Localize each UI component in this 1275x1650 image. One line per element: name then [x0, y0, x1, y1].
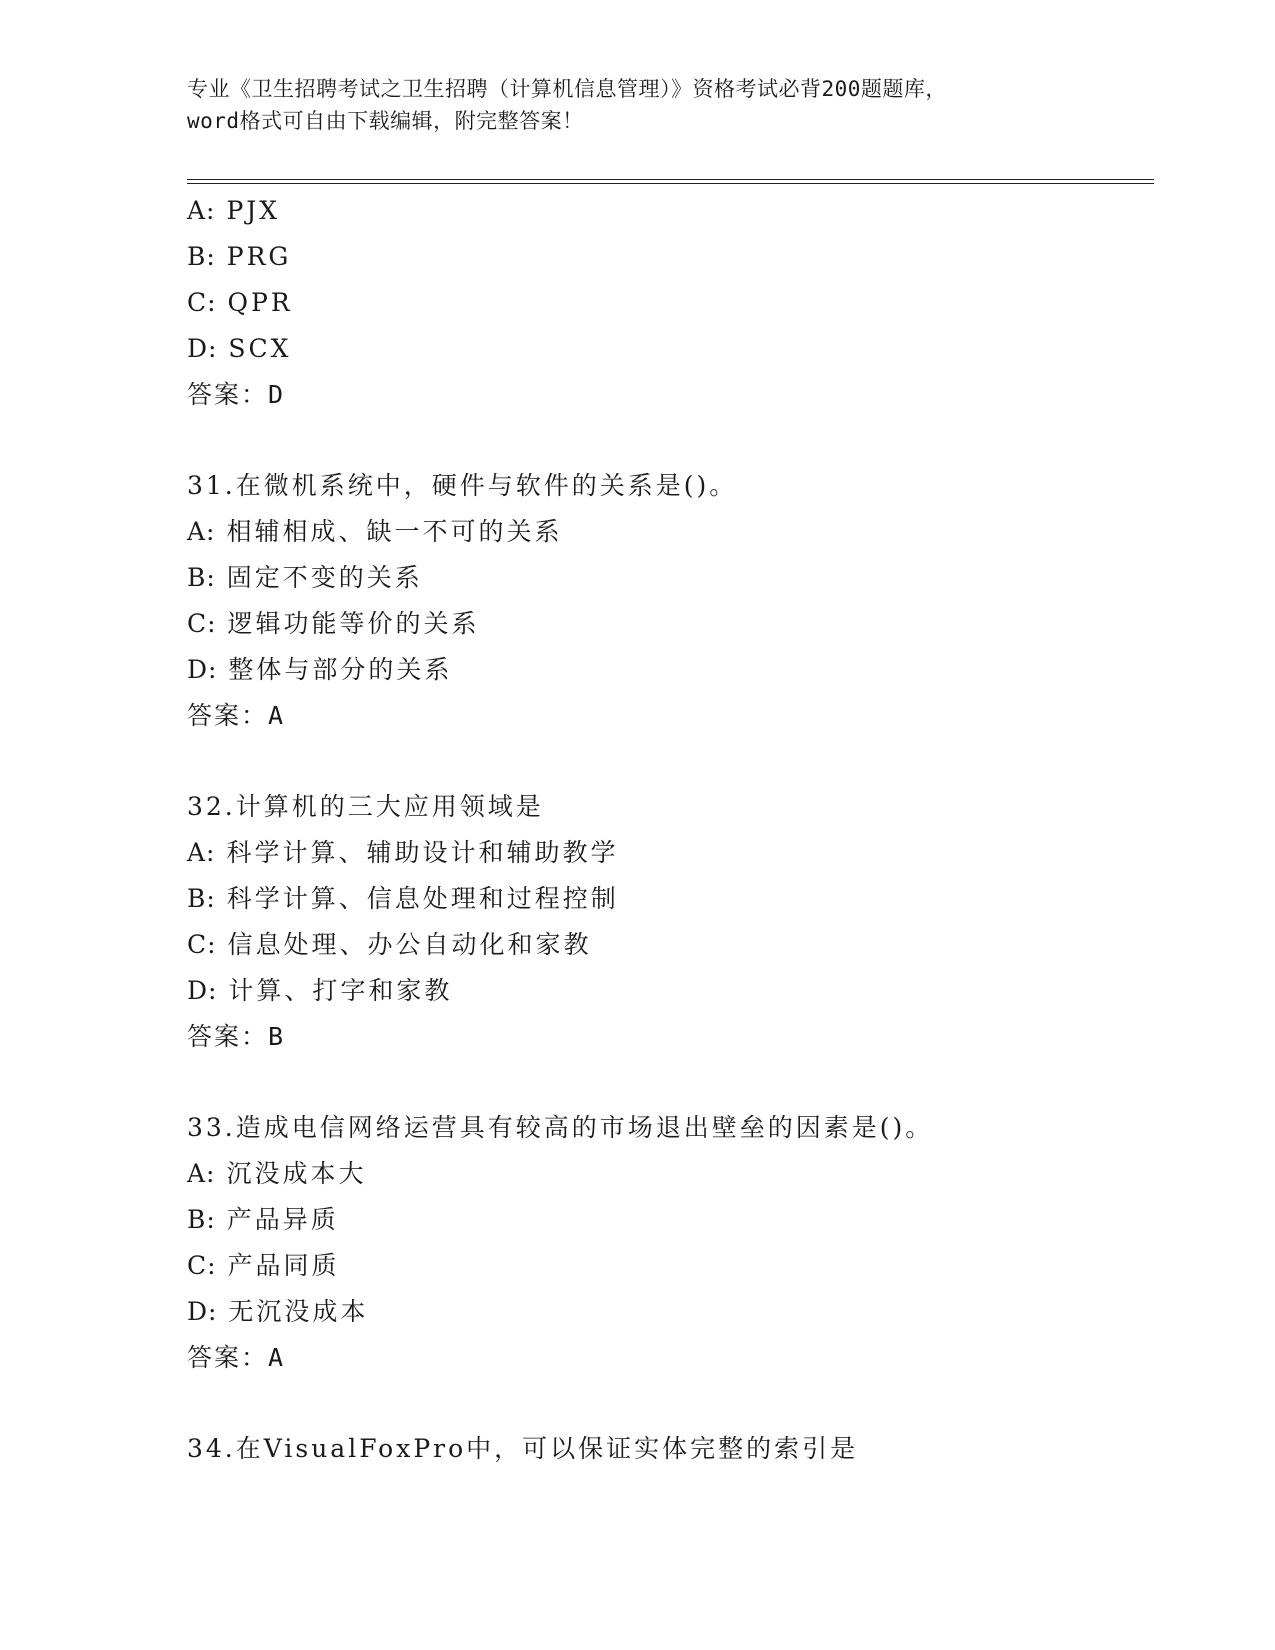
answer: 答案：D	[187, 380, 286, 409]
header-rule-top	[187, 179, 1154, 180]
option-d: D: 整体与部分的关系	[187, 655, 453, 684]
question-stem: 31.在微机系统中，硬件与软件的关系是()。	[187, 471, 738, 500]
option-a: A: PJX	[187, 196, 281, 225]
question-30-continued	[187, 188, 1147, 418]
question-stem: 33.造成电信网络运营具有较高的市场退出壁垒的因素是()。	[187, 1113, 934, 1142]
option-b: B: 科学计算、信息处理和过程控制	[187, 884, 619, 913]
header-rule-bottom	[187, 183, 1154, 184]
option-c: C: QPR	[187, 288, 293, 317]
question-stem: 32.计算机的三大应用领域是	[187, 792, 544, 821]
question-34	[187, 1426, 1147, 1472]
option-b: B: PRG	[187, 242, 292, 271]
answer: 答案：A	[187, 701, 286, 730]
document-header	[187, 73, 1117, 137]
option-d: D: 无沉没成本	[187, 1297, 369, 1326]
question-list	[187, 188, 1147, 1472]
option-a: A: 沉没成本大	[187, 1159, 367, 1188]
option-a: A: 相辅相成、缺一不可的关系	[187, 517, 563, 546]
header-line-1: 专业《卫生招聘考试之卫生招聘（计算机信息管理）》资格考试必背200题题库，	[187, 77, 947, 101]
option-d: D: 计算、打字和家教	[187, 976, 453, 1005]
option-c: C: 信息处理、办公自动化和家教	[187, 930, 592, 959]
option-c: C: 产品同质	[187, 1251, 340, 1280]
option-b: B: 产品异质	[187, 1205, 339, 1234]
question-stem: 34.在VisualFoxPro中，可以保证实体完整的索引是	[187, 1434, 859, 1463]
answer: 答案：B	[187, 1022, 286, 1051]
question-33	[187, 1105, 1147, 1381]
option-c: C: 逻辑功能等价的关系	[187, 609, 480, 638]
option-a: A: 科学计算、辅助设计和辅助教学	[187, 838, 619, 867]
question-32	[187, 784, 1147, 1060]
header-line-2: word格式可自由下载编辑，附完整答案！	[187, 109, 584, 133]
answer: 答案：A	[187, 1343, 286, 1372]
question-31	[187, 463, 1147, 739]
option-d: D: SCX	[187, 334, 292, 363]
option-b: B: 固定不变的关系	[187, 563, 423, 592]
